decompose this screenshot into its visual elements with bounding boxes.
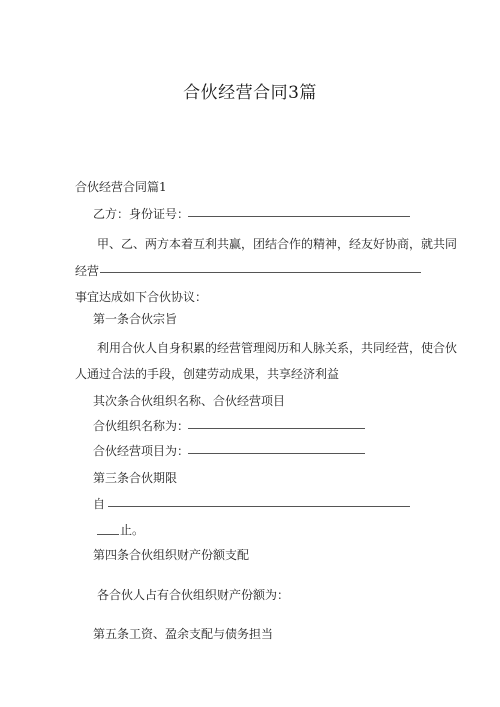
para1-line3: 事宜达成如下合伙协议： bbox=[75, 290, 208, 304]
section-heading: 合伙经营合同篇1 bbox=[75, 180, 167, 194]
period-end-blank bbox=[97, 523, 119, 535]
period-blank bbox=[108, 495, 410, 507]
period-to-label: 止。 bbox=[120, 523, 145, 537]
para1-line2-label: 经营 bbox=[75, 264, 100, 278]
article1-line1: 利用合伙人自身积累的经营管理阅历和人脉关系，共同经营，使合伙 bbox=[97, 341, 458, 355]
business-blank bbox=[100, 261, 421, 273]
party-b-label: 乙方：身份证号： bbox=[93, 207, 190, 221]
article4-title: 第四条合伙组织财产份额支配 bbox=[93, 548, 250, 562]
party-b-line bbox=[93, 206, 189, 222]
article3-title: 第三条合伙期限 bbox=[93, 471, 178, 485]
party-b-id-blank bbox=[188, 205, 410, 217]
org-name-label: 合伙组织名称为： bbox=[93, 419, 190, 433]
para1-line1: 甲、乙、两方本着互利共赢，团结合作的精神，经友好协商，就共同 bbox=[97, 237, 458, 251]
document-title: 合伙经营合同3篇 bbox=[183, 83, 317, 103]
org-name-blank bbox=[188, 417, 365, 429]
article1-line2: 人通过合法的手段，创建劳动成果，共享经济利益 bbox=[75, 367, 340, 381]
period-from-label: 自 bbox=[93, 497, 106, 511]
article5-title: 第五条工资、盈余支配与债务担当 bbox=[93, 627, 274, 641]
article2-title: 其次条合伙组织名称、合伙经营项目 bbox=[93, 394, 286, 408]
business-item-label: 合伙经营项目为： bbox=[93, 444, 190, 458]
property-share-label: 各合伙人占有合伙组织财产份额为： bbox=[97, 588, 290, 602]
business-item-blank bbox=[188, 442, 365, 454]
article1-title: 第一条合伙宗旨 bbox=[93, 312, 178, 326]
